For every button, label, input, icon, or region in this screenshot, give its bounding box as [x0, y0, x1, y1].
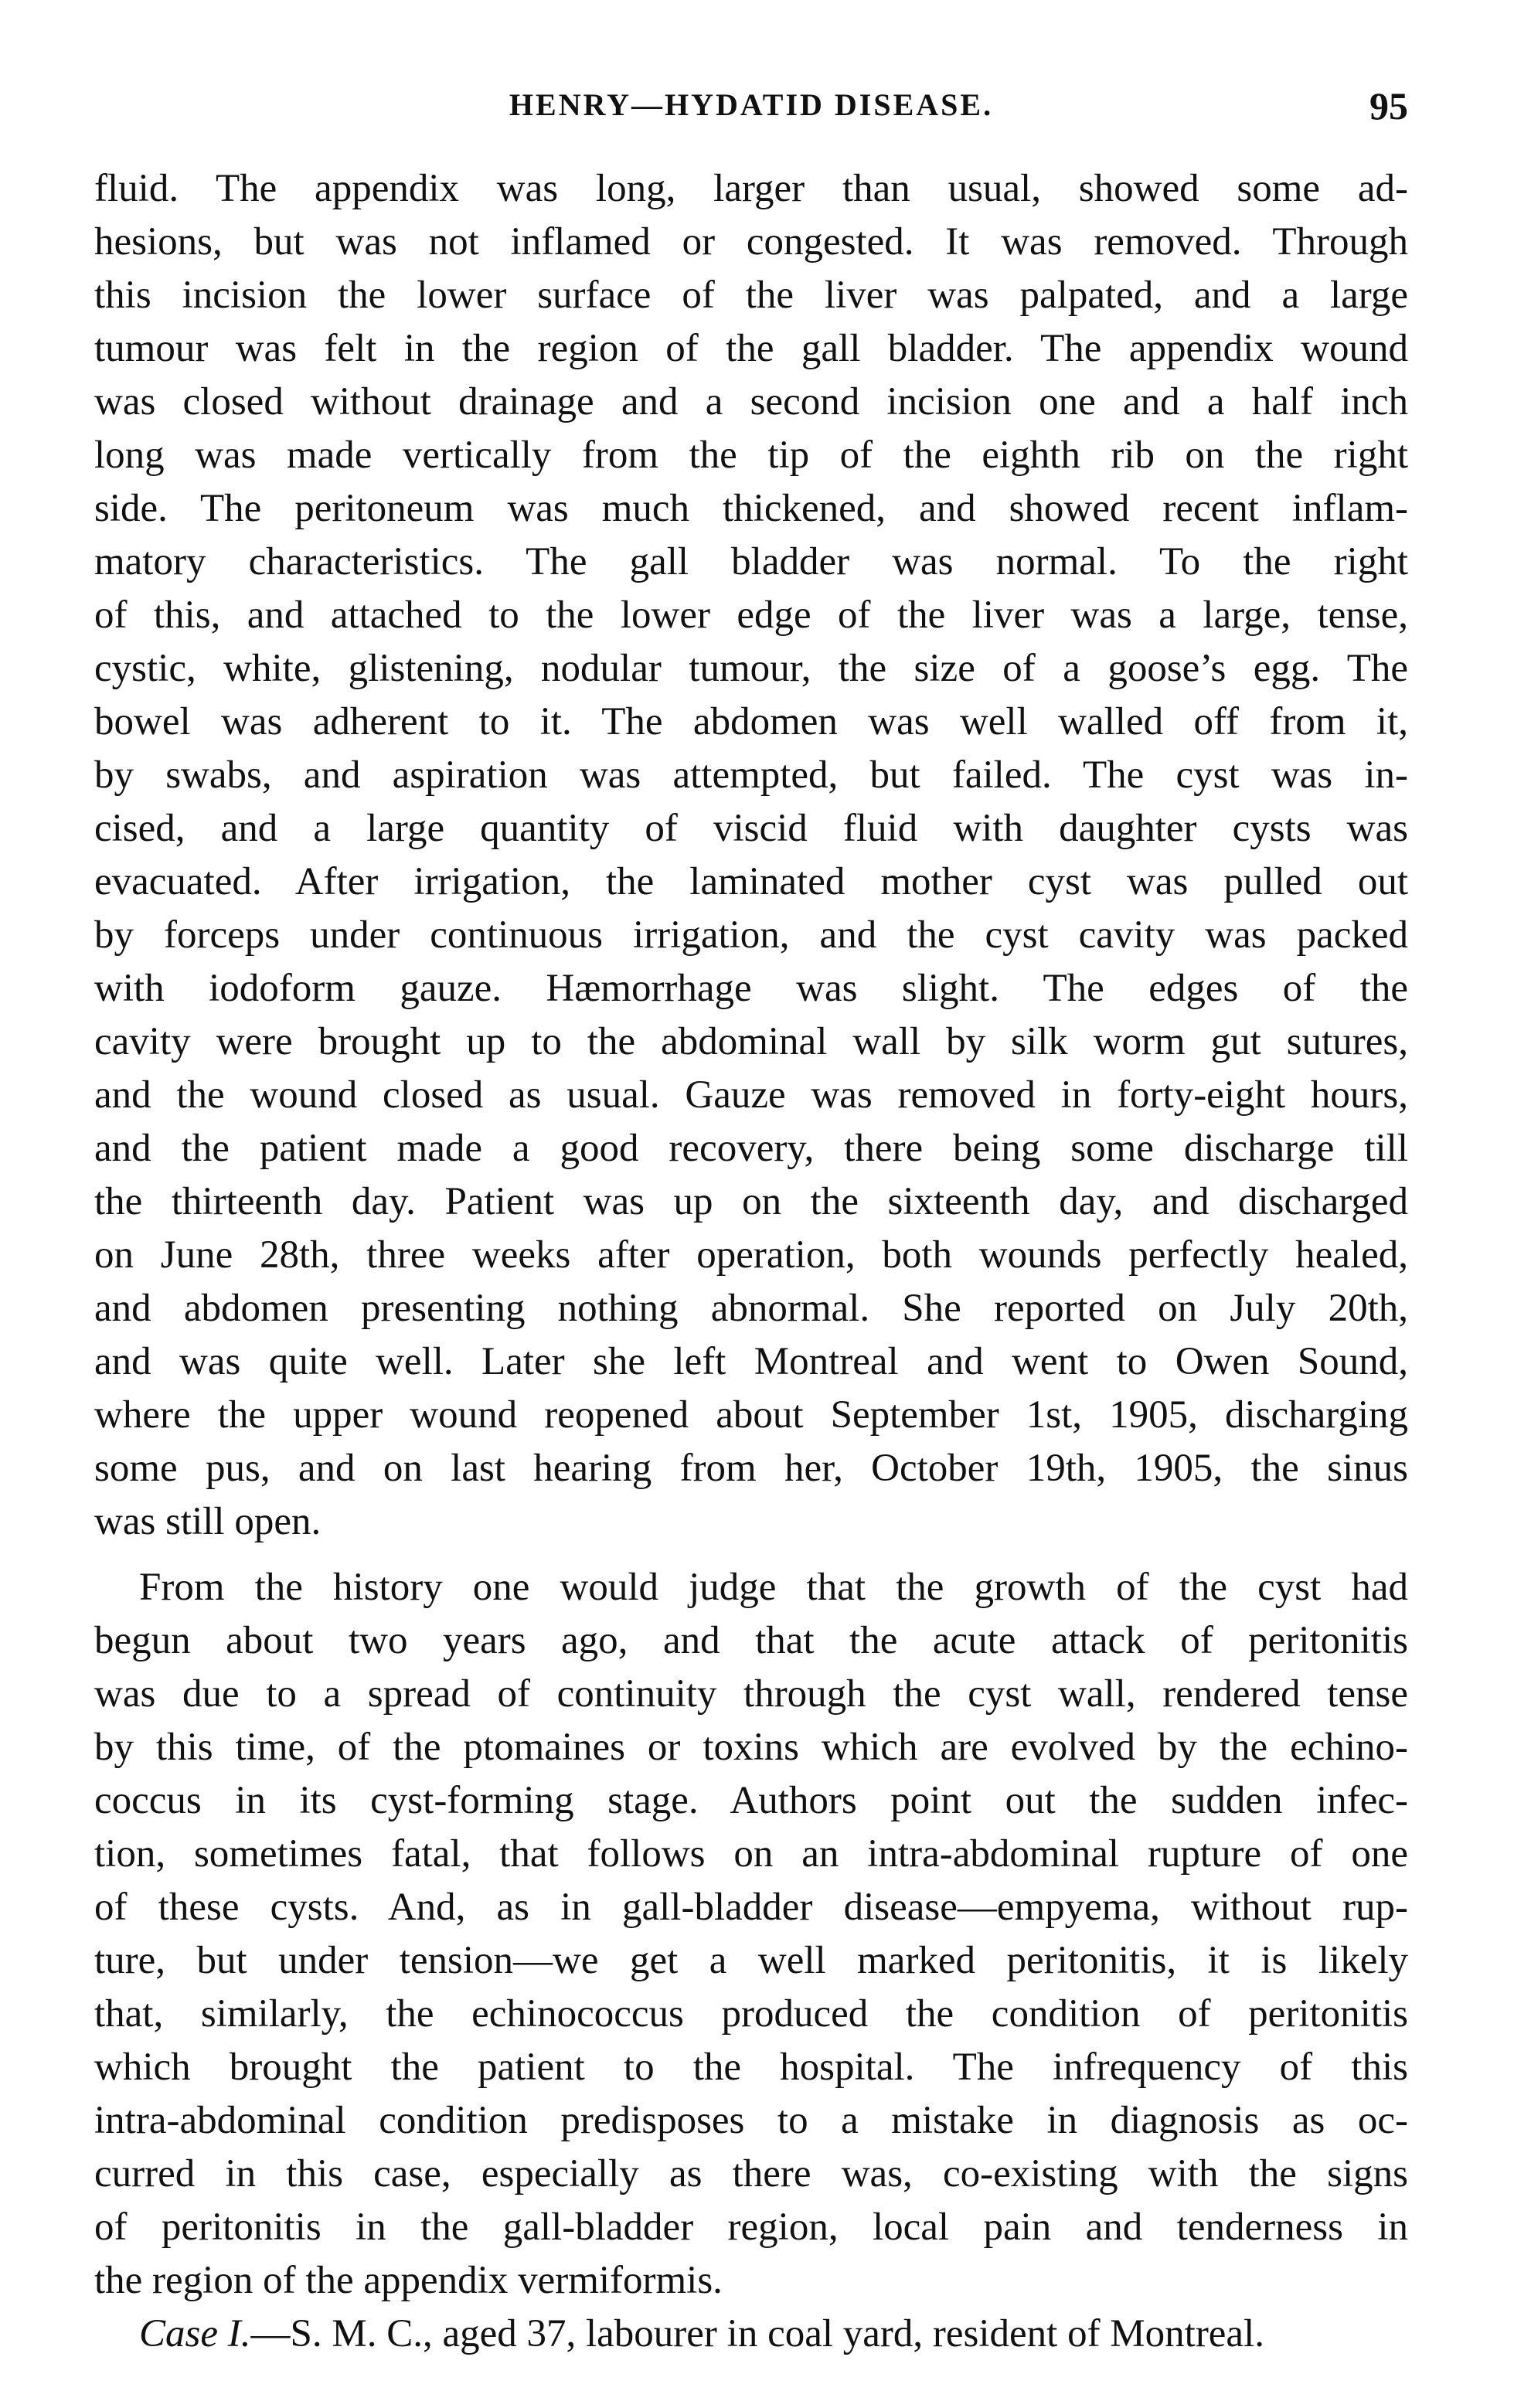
paragraph-1: [94, 162, 1408, 1549]
text-line: the thirteenth day. Patient was up on the sixteenth day, and discharged: [94, 1180, 1408, 1223]
text-line: the region of the appendix vermiformis.: [94, 2259, 723, 2302]
text-line: by this time, of the ptomaines or toxins which are evolved by the echino-: [94, 1726, 1408, 1769]
text-line: was still open.: [94, 1500, 322, 1543]
page-number: 95: [1369, 84, 1408, 128]
text-line: long was made vertically from the tip of the eighth rib on the right: [94, 434, 1408, 477]
paragraph-gap: [94, 1549, 1408, 1561]
text-line: of this, and attached to the lower edge of the liver was a large, tense,: [94, 593, 1408, 637]
text-line: curred in this case, especially as there was, co-existing with the signs: [94, 2152, 1408, 2195]
text-line: evacuated. After irrigation, the laminated mother cyst was pulled out: [94, 860, 1408, 903]
paragraph-2: [94, 1561, 1408, 2308]
text-line: side. The peritoneum was much thickened, and showed recent inflam-: [94, 487, 1408, 530]
text-line: on June 28th, three weeks after operation, both wounds perfectly healed,: [94, 1233, 1408, 1277]
text-line: cavity were brought up to the abdominal wall by silk worm gut sutures,: [94, 1020, 1408, 1063]
text-line: this incision the lower surface of the liver was palpated, and a large: [94, 274, 1408, 317]
text-line: by forceps under continuous irrigation, and the cyst cavity was packed: [94, 913, 1408, 957]
text-line: and was quite well. Later she left Montreal and went to Owen Sound,: [94, 1340, 1408, 1383]
text-line: of peritonitis in the gall-bladder region, local pain and tenderness in: [94, 2206, 1408, 2249]
text-line: of these cysts. And, as in gall-bladder disease—empyema, without rup-: [94, 1886, 1408, 1929]
text-line: by swabs, and aspiration was attempted, but failed. The cyst was in-: [94, 753, 1408, 797]
text-line: begun about two years ago, and that the acute attack of peritonitis: [94, 1619, 1408, 1662]
book-page: [94, 74, 1408, 2361]
case-heading-line: [94, 2308, 1408, 2361]
text-line: cised, and a large quantity of viscid fluid with daughter cysts was: [94, 807, 1408, 850]
text-line: some pus, and on last hearing from her, October 19th, 1905, the sinus: [94, 1447, 1408, 1490]
text-line: cystic, white, glistening, nodular tumour, the size of a goose’s egg. The: [94, 647, 1408, 690]
text-line: and the wound closed as usual. Gauze was removed in forty-eight hours,: [94, 1073, 1408, 1117]
body-text: [94, 162, 1408, 2361]
text-line: ture, but under tension—we get a well marked peritonitis, it is likely: [94, 1939, 1408, 1982]
text-line: bowel was adherent to it. The abdomen was well walled off from it,: [94, 700, 1408, 743]
text-line: where the upper wound reopened about September 1st, 1905, discharging: [94, 1393, 1408, 1437]
text-line: and abdomen presenting nothing abnormal. She reported on July 20th,: [94, 1287, 1408, 1330]
text-line: which brought the patient to the hospital. The infrequency of this: [94, 2046, 1408, 2089]
text-line: with iodoform gauze. Hæmorrhage was slight. The edges of the: [94, 967, 1408, 1010]
text-line: matory characteristics. The gall bladder was normal. To the right: [94, 540, 1408, 583]
text-line: was due to a spread of continuity through the cyst wall, rendered tense: [94, 1672, 1408, 1716]
text-line: coccus in its cyst-forming stage. Authors point out the sudden infec-: [94, 1779, 1408, 1822]
text-line: was closed without drainage and a second incision one and a half inch: [94, 380, 1408, 423]
text-line: and the patient made a good recovery, there being some discharge till: [94, 1127, 1408, 1170]
text-line: intra-abdominal condition predisposes to a mistake in diagnosis as oc-: [94, 2099, 1408, 2142]
text-line: hesions, but was not inflamed or congested. It was removed. Through: [94, 220, 1408, 264]
running-title: HENRY—HYDATID DISEASE.: [509, 87, 994, 122]
text-line: that, similarly, the echinococcus produced the condition of peritonitis: [94, 1992, 1408, 2036]
text-line: fluid. The appendix was long, larger than usual, showed some ad-: [94, 167, 1408, 210]
text-line: tion, sometimes fatal, that follows on an intra-abdominal rupture of one: [94, 1832, 1408, 1876]
text-line: From the history one would judge that the growth of the cyst had: [139, 1566, 1408, 1609]
page-header: [94, 74, 1408, 136]
case-label: Case I.: [139, 2312, 251, 2355]
case-description: —S. M. C., aged 37, labourer in coal yard, resident of Montreal.: [250, 2312, 1264, 2355]
text-line: tumour was felt in the region of the gall bladder. The appendix wound: [94, 327, 1408, 370]
